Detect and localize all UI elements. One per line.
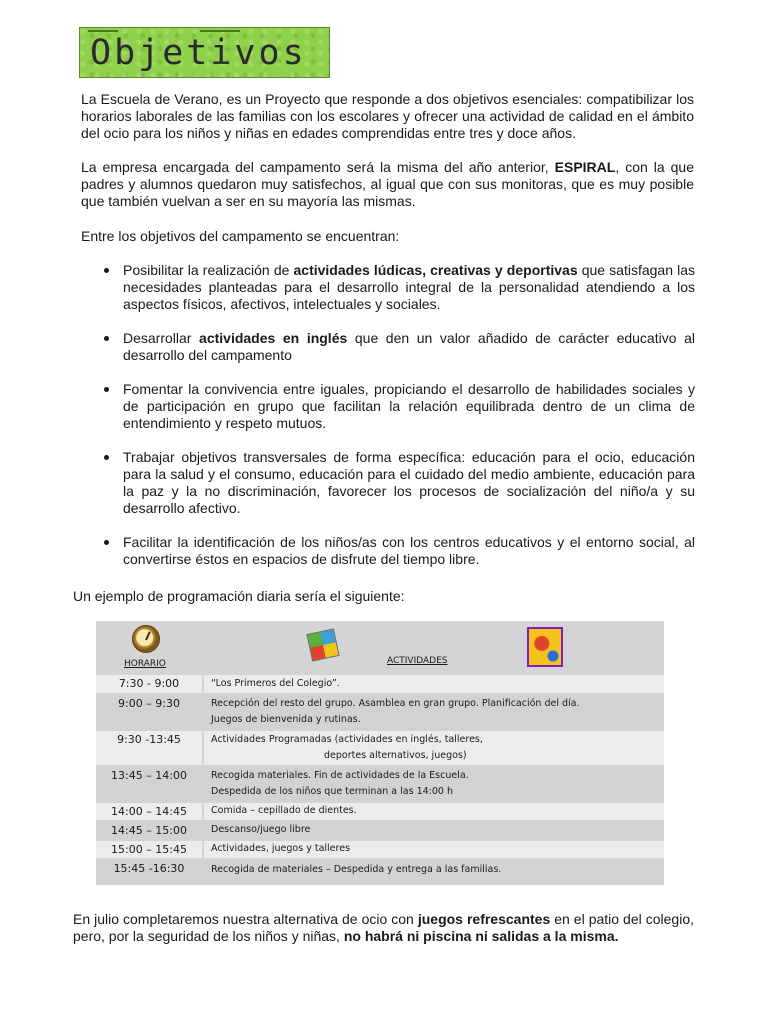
- text-run: Desarrollar: [123, 330, 200, 346]
- activity-cell: [204, 860, 664, 884]
- intro-paragraph-2: [81, 159, 694, 210]
- activity-text: Comida – cepillado de dientes.: [211, 805, 357, 816]
- activity-text: Juegos de bienvenida y rutinas.: [211, 714, 361, 725]
- clock-icon: [132, 625, 160, 653]
- activity-text: Recogida de materiales – Despedida y entrega a las familias.: [211, 864, 502, 875]
- time-cell: [96, 767, 202, 801]
- bullet-icon: [104, 387, 109, 392]
- text-bold: no habrá ni piscina ni salidas a la misma.: [343, 928, 619, 944]
- activity-text: Recepción del resto del grupo. Asamblea en gran grupo. Planificación del día.: [211, 698, 580, 709]
- time-cell: [96, 841, 202, 858]
- text-run: Trabajar objetivos transversales de forma específica: educación para el ocio, educación para la salud y el consumo, educación para el cuidado del medio ambiente, educación para la paz y la no discriminación, favorecer los procesos de socialización del niño/a y su desarrollo afectivo.: [123, 449, 695, 516]
- time-text: 15:45 -16:30: [113, 862, 185, 875]
- text-run: En julio completaremos nuestra alternativa de ocio con: [73, 911, 418, 927]
- time-cell: [96, 731, 202, 765]
- intro-paragraph-1: La Escuela de Verano, es un Proyecto que responde a dos objetivos esenciales: compatibilizar los horarios laborales de las familias con los escolares y ofrecer una actividad de calidad en el ámbito del ocio para los niños y niñas en edades comprendidas entre tres y doce años.: [81, 91, 694, 141]
- activity-text: “Los Primeros del Colegio”.: [211, 678, 340, 689]
- time-cell: [96, 695, 202, 729]
- time-cell: [96, 803, 202, 820]
- time-text: 15:00 – 15:45: [111, 843, 187, 856]
- text-run: La empresa encargada del campamento será la misma del año anterior,: [81, 159, 555, 175]
- activity-cell: [204, 803, 664, 820]
- text-run: , con la que padres y alumnos quedaron muy satisfechos, al igual que con sus monitoras, que es muy posible que también vuelvan a ser en su mayoría las mismas.: [81, 159, 694, 209]
- objective-text: [123, 262, 695, 313]
- time-text: 14:00 – 14:45: [111, 805, 187, 818]
- company-name: ESPIRAL: [554, 159, 616, 175]
- objective-text: [123, 381, 695, 432]
- bullet-icon: [104, 455, 109, 460]
- activity-cell: [204, 731, 664, 765]
- banner-decoration: [200, 30, 240, 32]
- activity-text: Recogida materiales. Fin de actividades de la Escuela.: [211, 770, 469, 781]
- schedule-intro: Un ejemplo de programación diaria sería el siguiente:: [73, 588, 405, 604]
- table-row: [96, 731, 664, 765]
- intro-paragraph-3: Entre los objetivos del campamento se encuentran:: [81, 228, 400, 244]
- paint-icon: [306, 628, 339, 661]
- table-row: [96, 841, 664, 858]
- schedule-table: [96, 621, 664, 885]
- time-text: 14:45 – 15:00: [111, 824, 187, 837]
- time-cell: [96, 822, 202, 839]
- title-banner: [79, 27, 330, 78]
- text-bold: actividades en inglés: [199, 330, 348, 346]
- banner-decoration: [88, 30, 118, 32]
- activity-cell: [204, 822, 664, 839]
- header-horario: HORARIO: [124, 659, 166, 669]
- activity-cell: [204, 767, 664, 801]
- time-text: 7:30 - 9:00: [118, 677, 180, 690]
- text-run: Facilitar la identificación de los niños/as con los centros educativos y el entorno social, al convertirse éstos en espacios de disfrute del tiempo libre.: [123, 534, 695, 567]
- bullet-icon: [104, 336, 109, 341]
- activity-text: Despedida de los niños que terminan a las 14:00 h: [211, 786, 453, 797]
- closing-paragraph: [73, 911, 694, 945]
- bullet-icon: [104, 268, 109, 273]
- activity-cell: [204, 695, 664, 729]
- activity-text: deportes alternativos, juegos): [324, 750, 467, 761]
- table-row: [96, 695, 664, 729]
- header-horario-cell: [96, 621, 202, 673]
- header-actividades: ACTIVIDADES: [387, 656, 448, 666]
- text-bold: actividades lúdicas, creativas y deportivas: [293, 262, 578, 278]
- activity-text: Actividades, juegos y talleres: [211, 843, 351, 854]
- time-text: 9:30 -13:45: [117, 733, 181, 746]
- activity-text: Descanso/juego libre: [211, 824, 311, 835]
- objective-text: [123, 534, 695, 568]
- table-row: [96, 767, 664, 801]
- table-row: [96, 675, 664, 693]
- table-row: [96, 822, 664, 839]
- activity-text: Actividades Programadas (actividades en inglés, talleres,: [211, 734, 483, 745]
- text-run: que den un valor añadido de carácter educativo al desarrollo del campamento: [123, 330, 695, 363]
- objective-text: [123, 330, 695, 364]
- activity-cell: [204, 841, 664, 858]
- time-text: 9:00 – 9:30: [118, 697, 180, 710]
- time-text: 13:45 – 14:00: [111, 769, 187, 782]
- text-bold: juegos refrescantes: [417, 911, 551, 927]
- table-row: [96, 803, 664, 820]
- text-run: que satisfagan las necesidades planteadas para el desarrollo integral de la personalidad atendiendo a los aspectos físicos, afectivos, intelectuales y sociales.: [123, 262, 695, 312]
- header-actividades-cell: [204, 621, 664, 673]
- text-run: Posibilitar la realización de: [123, 262, 294, 278]
- bullet-icon: [104, 540, 109, 545]
- text-run: Fomentar la convivencia entre iguales, propiciando el desarrollo de habilidades sociales y de participación en grupo que facilitan la relación equilibrada dentro de un clima de entendimiento y respeto mutuos.: [123, 381, 695, 431]
- activity-cell: [204, 675, 664, 693]
- time-cell: [96, 675, 202, 693]
- fun-icon: [527, 627, 563, 667]
- time-cell: [96, 860, 202, 884]
- objective-text: [123, 449, 695, 517]
- page-title: Objetivos: [90, 33, 307, 73]
- text-run: en el patio del colegio, pero, por la seguridad de los niños y niñas,: [73, 911, 694, 944]
- table-row: [96, 860, 664, 884]
